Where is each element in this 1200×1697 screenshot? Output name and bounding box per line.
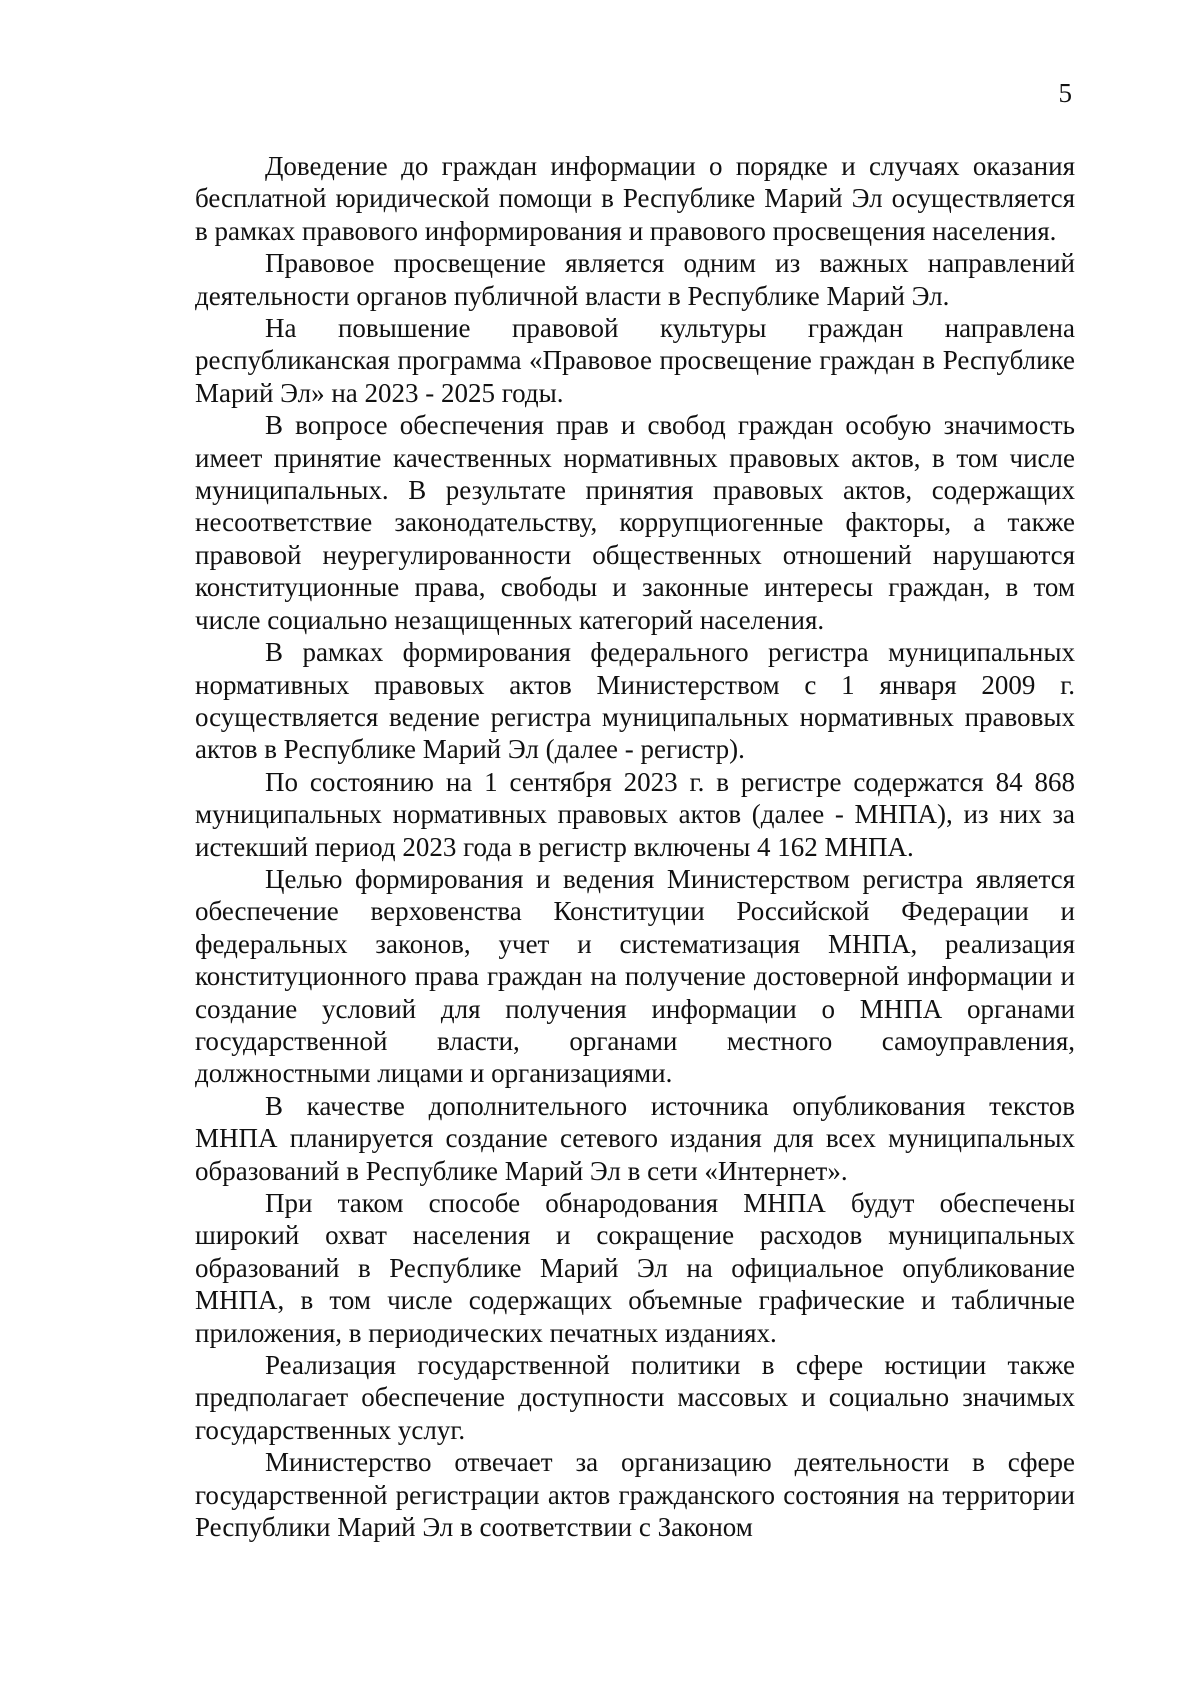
document-body [195,150,1075,1543]
paragraph-public-services: Реализация государственной политики в сфере юстиции также предполагает обеспечение доступности массовых и социально значимых государственных услуг. [195,1350,1075,1445]
paragraph-republic-program: На повышение правовой культуры граждан направлена республиканская программа «Правовое просвещение граждан в Республике Марий Эл» на 2023 - 2025 годы. [195,313,1075,408]
paragraph-municipal-register: В рамках формирования федерального регистра муниципальных нормативных правовых актов Министерством с 1 января 2009 г. осуществляется ведение регистра муниципальных нормативных правовых актов в Республике Марий Эл (далее - регистр). [195,637,1075,765]
paragraph-register-statistics: По состоянию на 1 сентября 2023 г. в регистре содержатся 84 868 муниципальных нормативных правовых актов (далее - МНПА), из них за истекший период 2023 года в регистр включены 4 162 МНПА. [195,766,1075,862]
paragraph-publication-benefits: При таком способе обнародования МНПА будут обеспечены широкий охват населения и сокращение расходов муниципальных образований в Республике Марий Эл на официальное опубликование МНПА, в том числе содержащих объемные графические и табличные приложения, в периодических печатных изданиях. [195,1188,1075,1348]
paragraph-normative-acts-quality: В вопросе обеспечения прав и свобод граждан особую значимость имеет принятие качественных нормативных правовых актов, в том числе муниципальных. В результате принятия правовых актов, содержащих несоответствие законодательству, коррупциогенные факторы, а также правовой неурегулированности общественных отношений нарушаются конституционные права, свободы и законные интересы граждан, в том числе социально незащищенных категорий населения. [195,410,1075,635]
paragraph-free-legal-aid-info: Доведение до граждан информации о порядке и случаях оказания бесплатной юридической помощи в Республике Марий Эл осуществляется в рамках правового информирования и правового просвещения населения. [195,151,1075,246]
paragraph-civil-registration: Министерство отвечает за организацию деятельности в сфере государственной регистрации актов гражданского состояния на территории Республики Марий Эл в соответствии с Законом [195,1447,1075,1543]
page-number: 5 [1058,78,1072,108]
paragraph-legal-education: Правовое просвещение является одним из важных направлений деятельности органов публичной власти в Республике Марий Эл. [195,248,1075,311]
paragraph-register-purpose: Целью формирования и ведения Министерством регистра является обеспечение верховенства Конституции Российской Федерации и федеральных законов, учет и систематизация МНПА, реализация конституционного права граждан на получение достоверной информации и создание условий для получения информации о МНПА органами государственной власти, органами местного самоуправления, должностными лицами и организациями. [195,863,1075,1089]
paragraph-online-publication: В качестве дополнительного источника опубликования текстов МНПА планируется создание сетевого издания для всех муниципальных образований в Республике Марий Эл в сети «Интернет». [195,1090,1075,1186]
